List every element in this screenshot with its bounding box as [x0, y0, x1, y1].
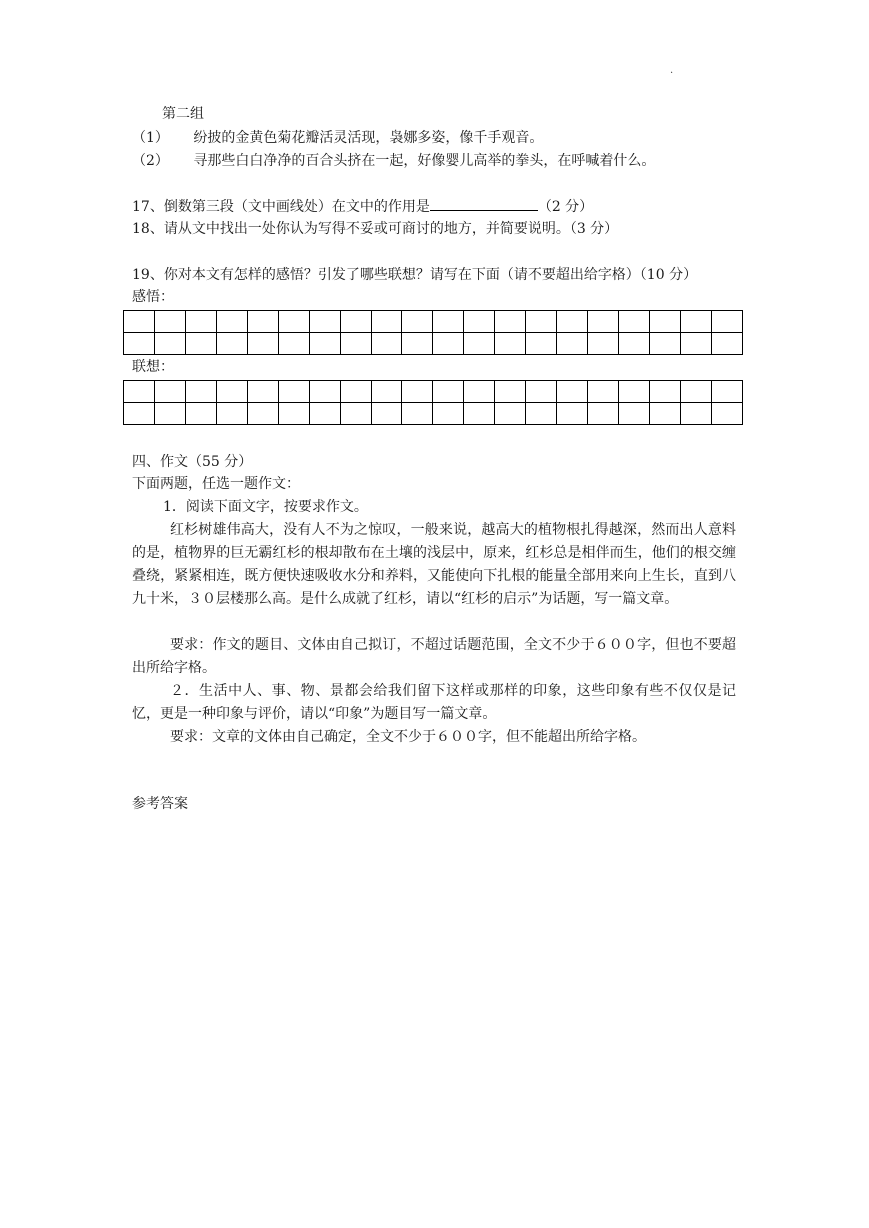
- grid-cell[interactable]: [680, 333, 711, 355]
- grid-cell[interactable]: [340, 333, 371, 355]
- grid-row: [124, 333, 743, 355]
- question-17: [132, 196, 593, 217]
- grid-cell[interactable]: [340, 311, 371, 333]
- group2-item-1: [132, 128, 543, 148]
- grid-cell[interactable]: [216, 403, 247, 425]
- grid-cell[interactable]: [371, 381, 402, 403]
- grid-cell[interactable]: [402, 403, 433, 425]
- grid-cell[interactable]: [619, 333, 650, 355]
- grid-cell[interactable]: [340, 381, 371, 403]
- grid-cell[interactable]: [216, 381, 247, 403]
- grid-cell[interactable]: [371, 333, 402, 355]
- grid-cell[interactable]: [526, 381, 557, 403]
- task-1-heading: 1．阅读下面文字，按要求作文。: [163, 499, 368, 515]
- grid-cell[interactable]: [402, 381, 433, 403]
- grid-cell[interactable]: [619, 311, 650, 333]
- grid-cell[interactable]: [124, 333, 155, 355]
- lianxiang-label: 联想：: [132, 359, 174, 375]
- grid-cell[interactable]: [309, 311, 340, 333]
- grid-cell[interactable]: [371, 311, 402, 333]
- grid-row: [124, 403, 743, 425]
- grid-cell[interactable]: [526, 311, 557, 333]
- lianxiang-writing-grid[interactable]: [123, 380, 743, 425]
- grid-cell[interactable]: [464, 381, 495, 403]
- grid-cell[interactable]: [588, 333, 619, 355]
- page-mark: .: [670, 65, 674, 76]
- grid-cell[interactable]: [464, 403, 495, 425]
- grid-cell[interactable]: [711, 381, 742, 403]
- grid-cell[interactable]: [185, 403, 216, 425]
- group2-item-2-number: （2）: [132, 153, 169, 169]
- grid-cell[interactable]: [649, 311, 680, 333]
- grid-cell[interactable]: [526, 333, 557, 355]
- grid-cell[interactable]: [278, 403, 309, 425]
- grid-cell[interactable]: [247, 311, 278, 333]
- grid-cell[interactable]: [309, 333, 340, 355]
- task-1-requirement: 要求：作文的题目、文体由自己拟订，不超过话题范围，全文不少于６００字，但也不要超出所给字格。: [132, 637, 736, 676]
- grid-cell[interactable]: [309, 381, 340, 403]
- grid-cell[interactable]: [588, 403, 619, 425]
- question-17-answer-blank[interactable]: [430, 196, 538, 211]
- grid-cell[interactable]: [680, 403, 711, 425]
- group2-item-2-text: 寻那些白白净净的百合头挤在一起，好像婴儿高举的拳头，在呼喊着什么。: [193, 153, 656, 169]
- grid-cell[interactable]: [402, 311, 433, 333]
- grid-cell[interactable]: [124, 403, 155, 425]
- grid-cell[interactable]: [495, 403, 526, 425]
- grid-cell[interactable]: [154, 381, 185, 403]
- grid-cell[interactable]: [433, 403, 464, 425]
- grid-cell[interactable]: [247, 333, 278, 355]
- group2-title: 第二组: [162, 106, 204, 122]
- question-17-text: 17、倒数第三段（文中画线处）在文中的作用是: [132, 199, 430, 215]
- answer-key-title: 参考答案: [132, 796, 188, 812]
- grid-cell[interactable]: [619, 381, 650, 403]
- section-4-intro: 下面两题，任选一题作文：: [132, 476, 300, 492]
- grid-cell[interactable]: [433, 381, 464, 403]
- grid-cell[interactable]: [649, 333, 680, 355]
- grid-cell[interactable]: [185, 311, 216, 333]
- grid-cell[interactable]: [557, 403, 588, 425]
- ganwu-writing-grid[interactable]: [123, 310, 743, 355]
- grid-cell[interactable]: [185, 381, 216, 403]
- grid-cell[interactable]: [711, 311, 742, 333]
- grid-cell[interactable]: [711, 333, 742, 355]
- section-4-title: 四、作文（55 分）: [132, 454, 253, 470]
- grid-cell[interactable]: [619, 403, 650, 425]
- grid-cell[interactable]: [588, 311, 619, 333]
- grid-cell[interactable]: [495, 333, 526, 355]
- group2-item-1-text: 纷披的金黄色菊花瓣活灵活现，袅娜多姿，像千手观音。: [193, 130, 544, 146]
- grid-cell[interactable]: [154, 333, 185, 355]
- grid-cell[interactable]: [557, 381, 588, 403]
- grid-cell[interactable]: [124, 381, 155, 403]
- grid-cell[interactable]: [278, 381, 309, 403]
- grid-cell[interactable]: [309, 403, 340, 425]
- grid-cell[interactable]: [247, 403, 278, 425]
- grid-cell[interactable]: [216, 311, 247, 333]
- grid-cell[interactable]: [464, 311, 495, 333]
- grid-cell[interactable]: [433, 333, 464, 355]
- grid-row: [124, 381, 743, 403]
- grid-cell[interactable]: [680, 381, 711, 403]
- grid-cell[interactable]: [154, 311, 185, 333]
- grid-cell[interactable]: [495, 381, 526, 403]
- task-2-requirement: 要求：文章的文体由自己确定，全文不少于６００字，但不能超出所给字格。: [170, 729, 646, 745]
- grid-cell[interactable]: [526, 403, 557, 425]
- grid-cell[interactable]: [154, 403, 185, 425]
- grid-cell[interactable]: [464, 333, 495, 355]
- grid-cell[interactable]: [557, 311, 588, 333]
- grid-cell[interactable]: [371, 403, 402, 425]
- question-19: 19、你对本文有怎样的感悟？引发了哪些联想？请写在下面（请不要超出给字格）（10 分）: [132, 267, 698, 283]
- task-1-body: 红杉树雄伟高大，没有人不为之惊叹，一般来说，越高大的植物根扎得越深，然而出人意料的是，植物界的巨无霸红杉的根却散布在土壤的浅层中，原来，红杉总是相伴而生，他们的根交缠叠绕，紧紧相连，既方便快速吸收水分和养料，又能使向下扎根的能量全部用来向上生长，直到八九十米，３０层楼那么高。是什么成就了红杉，请以“红杉的启示”为话题，写一篇文章。: [132, 522, 736, 607]
- grid-cell[interactable]: [185, 333, 216, 355]
- grid-cell[interactable]: [124, 311, 155, 333]
- grid-cell[interactable]: [433, 311, 464, 333]
- grid-cell[interactable]: [495, 311, 526, 333]
- grid-cell[interactable]: [711, 403, 742, 425]
- grid-cell[interactable]: [216, 333, 247, 355]
- grid-cell[interactable]: [649, 381, 680, 403]
- ganwu-label: 感悟：: [132, 289, 174, 305]
- grid-cell[interactable]: [588, 381, 619, 403]
- grid-cell[interactable]: [557, 333, 588, 355]
- grid-cell[interactable]: [278, 333, 309, 355]
- task-2-body: ２．生活中人、事、物、景都会给我们留下这样或那样的印象，这些印象有些不仅仅是记忆，更是一种印象与评价，请以“印象”为题目写一篇文章。: [132, 683, 736, 722]
- grid-cell[interactable]: [402, 333, 433, 355]
- question-17-score: （2 分）: [537, 199, 594, 215]
- question-18: 18、请从文中找出一处你认为写得不妥或可商讨的地方，并简要说明。（3 分）: [132, 221, 619, 237]
- grid-cell[interactable]: [247, 381, 278, 403]
- grid-cell[interactable]: [649, 403, 680, 425]
- grid-cell[interactable]: [278, 311, 309, 333]
- group2-item-1-number: （1）: [132, 130, 169, 146]
- grid-cell[interactable]: [340, 403, 371, 425]
- grid-row: [124, 311, 743, 333]
- grid-cell[interactable]: [680, 311, 711, 333]
- group2-item-2: [132, 151, 655, 171]
